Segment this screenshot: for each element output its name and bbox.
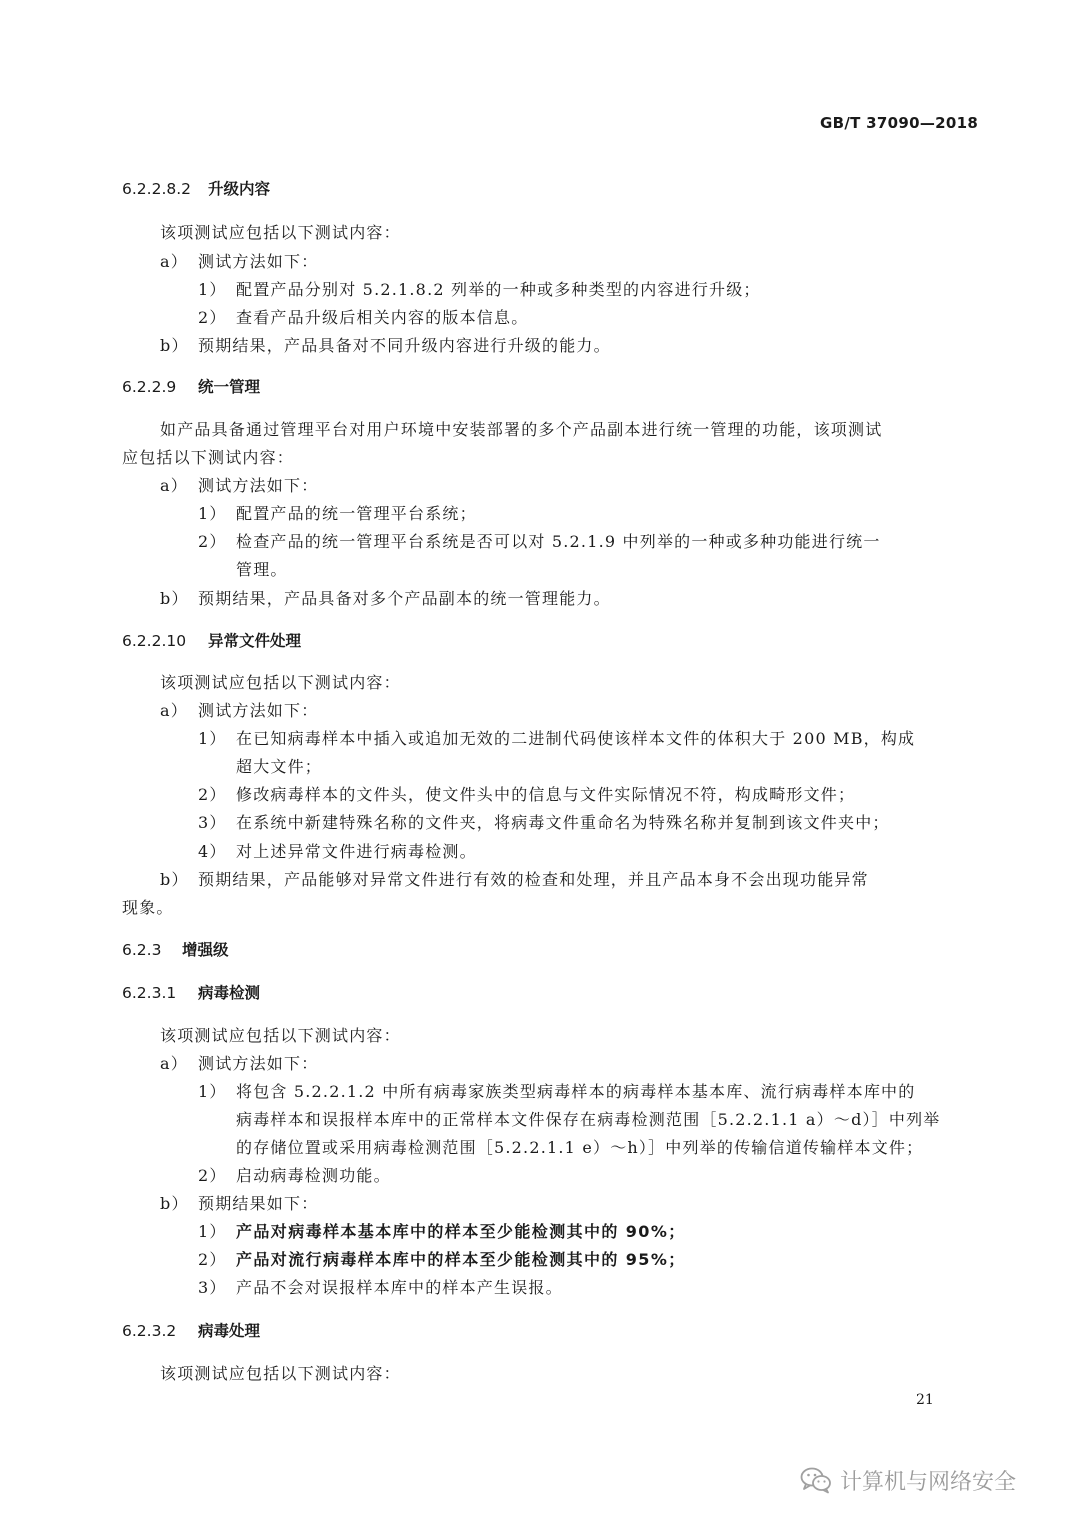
list-text-cont: 现象。	[122, 898, 174, 917]
section-number: 6.2.3	[122, 941, 162, 959]
list-marker: b）	[160, 870, 189, 889]
list-marker: 1）	[198, 280, 227, 299]
section-title: 异常文件处理	[208, 632, 302, 650]
list-item	[198, 531, 881, 553]
section-heading-6.2.2.10	[122, 630, 301, 652]
list-item	[160, 335, 611, 357]
list-text: 对上述异常文件进行病毒检测。	[236, 842, 477, 861]
list-item	[198, 728, 915, 750]
list-marker: a）	[160, 1054, 188, 1073]
section-heading-6.2.2.9	[122, 376, 260, 398]
section-number: 6.2.3.1	[122, 984, 177, 1002]
list-item	[198, 1165, 391, 1187]
list-marker: 4）	[198, 842, 227, 861]
list-marker: a）	[160, 252, 188, 271]
wechat-icon	[800, 1466, 832, 1494]
list-marker: 2）	[198, 308, 227, 327]
list-marker: 3）	[198, 1278, 227, 1297]
watermark-text: 计算机与网络安全	[840, 1469, 1017, 1495]
list-item	[198, 812, 890, 834]
list-text: 预期结果，产品能够对异常文件进行有效的检查和处理，并且产品本身不会出现功能异常	[198, 870, 869, 889]
section-number: 6.2.2.8.2	[122, 180, 192, 198]
list-item	[198, 503, 477, 525]
list-marker: 1）	[198, 504, 227, 523]
list-text-bold: 产品对病毒样本基本库中的样本至少能检测其中的 90%；	[236, 1222, 686, 1241]
section-title: 升级内容	[208, 180, 271, 198]
list-item	[160, 700, 318, 722]
section-heading-6.2.2.8.2	[122, 178, 270, 200]
list-text-cont: 管理。	[236, 560, 288, 579]
list-marker: 1）	[198, 1222, 227, 1241]
list-marker: 1）	[198, 729, 227, 748]
list-item	[160, 251, 318, 273]
section-heading-6.2.3.2	[122, 1320, 260, 1342]
list-item	[198, 1277, 563, 1299]
list-marker: 2）	[198, 1166, 227, 1185]
list-text: 测试方法如下：	[198, 701, 319, 720]
paragraph: 该项测试应包括以下测试内容：	[160, 223, 401, 242]
list-item	[160, 588, 611, 610]
paragraph: 如产品具备通过管理平台对用户环境中安装部署的多个产品副本进行统一管理的功能，该项测试	[160, 420, 883, 439]
list-item	[160, 869, 869, 891]
page-number: 21	[916, 1392, 934, 1408]
list-text-cont: 的存储位置或采用病毒检测范围［5.2.2.1.1 e）～h）］中列举的传输信道传输样本文件；	[236, 1138, 924, 1157]
list-item	[198, 1081, 915, 1103]
section-title: 病毒处理	[198, 1322, 261, 1340]
standard-code: GB/T 37090—2018	[820, 114, 979, 132]
watermark	[800, 1462, 1016, 1498]
list-text: 启动病毒检测功能。	[236, 1166, 391, 1185]
list-item	[198, 1221, 686, 1243]
list-text-cont: 超大文件；	[236, 757, 323, 776]
section-title: 病毒检测	[198, 984, 261, 1002]
list-marker: 1）	[198, 1082, 227, 1101]
list-text: 在已知病毒样本中插入或追加无效的二进制代码使该样本文件的体积大于 200 MB，构成	[236, 729, 916, 748]
section-number: 6.2.3.2	[122, 1322, 177, 1340]
list-text: 配置产品分别对 5.2.1.8.2 列举的一种或多种类型的内容进行升级；	[236, 280, 761, 299]
list-text: 预期结果，产品具备对多个产品副本的统一管理能力。	[198, 589, 611, 608]
list-item	[198, 279, 761, 301]
list-text: 测试方法如下：	[198, 252, 319, 271]
list-text: 测试方法如下：	[198, 476, 319, 495]
list-item	[198, 1249, 686, 1271]
list-marker: 3）	[198, 813, 227, 832]
section-heading-6.2.3	[122, 939, 229, 961]
list-marker: a）	[160, 701, 188, 720]
list-text: 配置产品的统一管理平台系统；	[236, 504, 477, 523]
list-item	[160, 1053, 318, 1075]
section-title: 统一管理	[198, 378, 261, 396]
paragraph: 该项测试应包括以下测试内容：	[160, 673, 401, 692]
list-item	[160, 1193, 318, 1215]
list-text: 检查产品的统一管理平台系统是否可以对 5.2.1.9 中列举的一种或多种功能进行统一	[236, 532, 881, 551]
list-marker: b）	[160, 589, 189, 608]
list-text: 产品不会对误报样本库中的样本产生误报。	[236, 1278, 563, 1297]
list-text-cont: 病毒样本和误报样本库中的正常样本文件保存在病毒检测范围［5.2.2.1.1 a）～d）］中列举	[236, 1110, 941, 1129]
list-item	[198, 307, 528, 329]
paragraph: 该项测试应包括以下测试内容：	[160, 1364, 401, 1383]
list-text: 将包含 5.2.2.1.2 中所有病毒家族类型病毒样本的病毒样本基本库、流行病毒样本库中的	[236, 1082, 916, 1101]
list-marker: b）	[160, 1194, 189, 1213]
list-item	[198, 841, 477, 863]
section-heading-6.2.3.1	[122, 982, 260, 1004]
list-text: 测试方法如下：	[198, 1054, 319, 1073]
list-text: 在系统中新建特殊名称的文件夹，将病毒文件重命名为特殊名称并复制到该文件夹中；	[236, 813, 890, 832]
list-marker: b）	[160, 336, 189, 355]
list-text: 预期结果，产品具备对不同升级内容进行升级的能力。	[198, 336, 611, 355]
list-marker: 2）	[198, 1250, 227, 1269]
paragraph-cont: 应包括以下测试内容：	[122, 448, 295, 467]
list-marker: a）	[160, 476, 188, 495]
list-text: 修改病毒样本的文件头，使文件头中的信息与文件实际情况不符，构成畸形文件；	[236, 785, 856, 804]
list-text: 预期结果如下：	[198, 1194, 319, 1213]
section-number: 6.2.2.9	[122, 378, 177, 396]
section-title: 增强级	[182, 941, 229, 959]
section-number: 6.2.2.10	[122, 632, 187, 650]
paragraph: 该项测试应包括以下测试内容：	[160, 1026, 401, 1045]
list-text: 查看产品升级后相关内容的版本信息。	[236, 308, 529, 327]
list-text-bold: 产品对流行病毒样本库中的样本至少能检测其中的 95%；	[236, 1250, 686, 1269]
list-marker: 2）	[198, 532, 227, 551]
list-marker: 2）	[198, 785, 227, 804]
list-item	[160, 475, 318, 497]
list-item	[198, 784, 855, 806]
